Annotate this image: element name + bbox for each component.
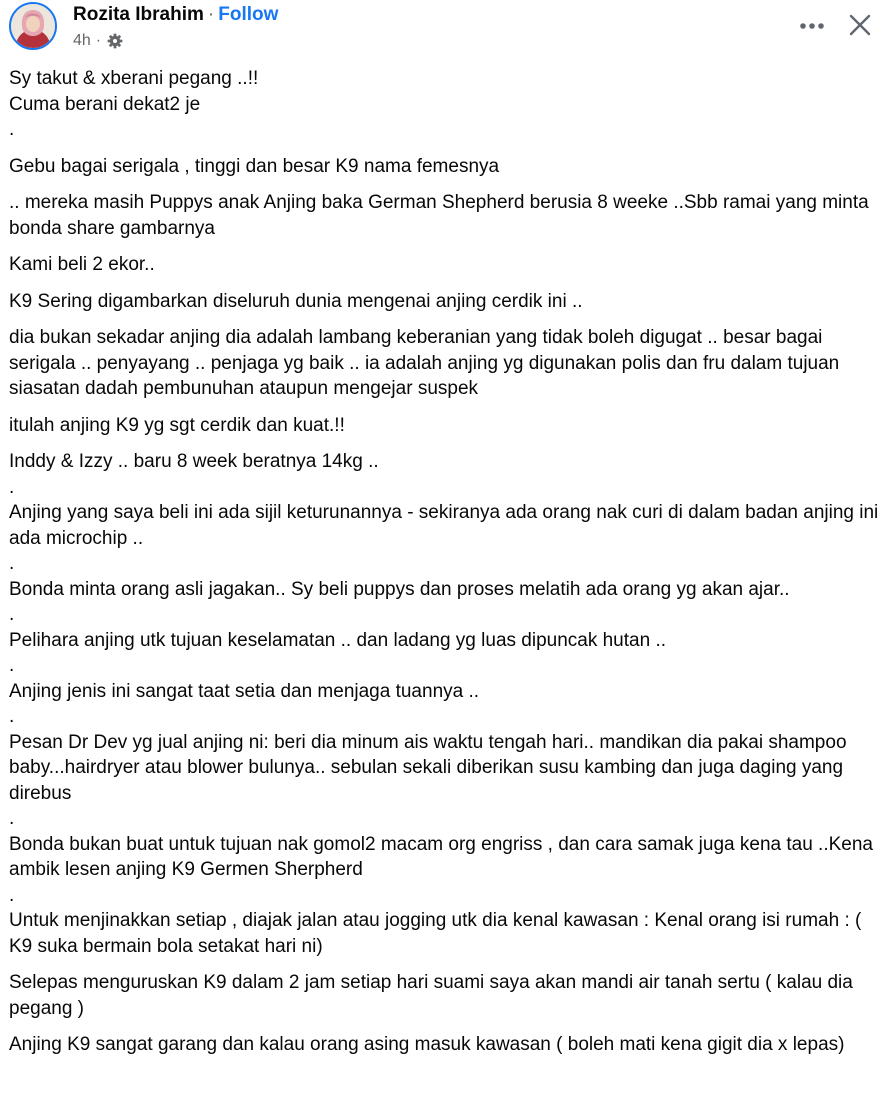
post-paragraph: K9 Sering digambarkan diseluruh dunia mengenai anjing cerdik ini ..: [9, 290, 583, 312]
post-paragraph: .: [9, 476, 15, 498]
post-paragraph: Kami beli 2 ekor..: [9, 254, 155, 275]
post-paragraph: Anjing K9 sangat garang dan kalau orang asing masuk kawasan ( boleh mati kena gigit dia x lepas): [9, 1034, 845, 1055]
post-paragraph: Untuk menjinakkan setiap , diajak jalan atau jogging utk dia kenal kawasan : Kenal orang isi rumah : ( K9 suka bermain bola setakat hari ni): [9, 910, 862, 957]
post-meta: [73, 30, 123, 52]
author-name[interactable]: Rozita Ibrahim: [73, 4, 204, 25]
post-paragraph: Anjing jenis ini sangat taat setia dan menjaga tuannya ..: [9, 680, 480, 702]
post-paragraph: .: [9, 808, 15, 829]
post-paragraph: Selepas menguruskan K9 dalam 2 jam setiap hari suami saya akan mandi air tanah sertu ( kalau dia pegang ): [9, 972, 853, 1019]
gear-icon[interactable]: [107, 33, 123, 49]
post-paragraph: Anjing yang saya beli ini ada sijil keturunannya - sekiranya ada orang nak curi di dalam badan anjing ini ada microchip ..: [9, 502, 879, 549]
close-icon: [849, 14, 871, 36]
timestamp[interactable]: 4h: [73, 32, 91, 49]
post-paragraph: .: [9, 119, 15, 140]
post-paragraph: Inddy & Izzy .. baru 8 week beratnya 14kg ..: [9, 451, 379, 472]
author-line: [73, 3, 278, 27]
post-paragraph: .: [9, 604, 15, 625]
post-paragraph: .: [9, 655, 15, 676]
post-paragraph: .: [9, 706, 15, 727]
avatar[interactable]: [9, 2, 57, 50]
post-paragraph: Pelihara anjing utk tujuan keselamatan .. dan ladang yg luas dipuncak hutan ..: [9, 629, 667, 651]
post-paragraph: Sy takut & xberani pegang ..!!: [9, 68, 259, 89]
post-paragraph: Gebu bagai serigala , tinggi dan besar K9 nama femesnya: [9, 155, 500, 177]
separator: ·: [207, 4, 215, 25]
post-paragraph: Bonda bukan buat untuk tujuan nak gomol2 macam org engriss , dan cara samak juga kena tau ..Kena ambik lesen anjing K9 Germen Sherpherd: [9, 833, 873, 880]
post-paragraph: Bonda minta orang asli jagakan.. Sy beli puppys dan proses melatih ada orang yg akan ajar..: [9, 578, 790, 600]
more-options-button[interactable]: [796, 12, 828, 40]
post-paragraph: itulah anjing K9 yg sgt cerdik dan kuat.!!: [9, 414, 345, 436]
post-header: [0, 0, 894, 64]
meta-separator: ·: [95, 32, 102, 49]
post-paragraph: .: [9, 884, 15, 906]
close-button[interactable]: [845, 10, 875, 40]
post-paragraph: Cuma berani dekat2 je: [9, 93, 201, 115]
follow-button[interactable]: Follow: [218, 4, 279, 25]
post-text: [9, 66, 887, 1069]
post-paragraph: Pesan Dr Dev yg jual anjing ni: beri dia minum ais waktu tengah hari.. mandikan dia pakai shampoo baby...hairdryer atau blower bulunya.. sebulan sekali diberikan susu kambing dan juga daging yang direbus: [9, 731, 847, 804]
post-paragraph: .: [9, 553, 15, 574]
more-dots-icon: [799, 22, 825, 30]
post-paragraph: dia bukan sekadar anjing dia adalah lambang keberanian yang tidak boleh digugat .. besar bagai serigala .. penyayang .. penjaga yg baik .. ia adalah anjing yg digunakan polis dan fru dalam tujuan siasatan dadah pembunuhan ataupun mengejar suspek: [9, 327, 840, 399]
post-paragraph: .. mereka masih Puppys anak Anjing baka German Shepherd berusia 8 weeke ..Sbb ramai yang minta bonda share gambarnya: [9, 192, 869, 239]
